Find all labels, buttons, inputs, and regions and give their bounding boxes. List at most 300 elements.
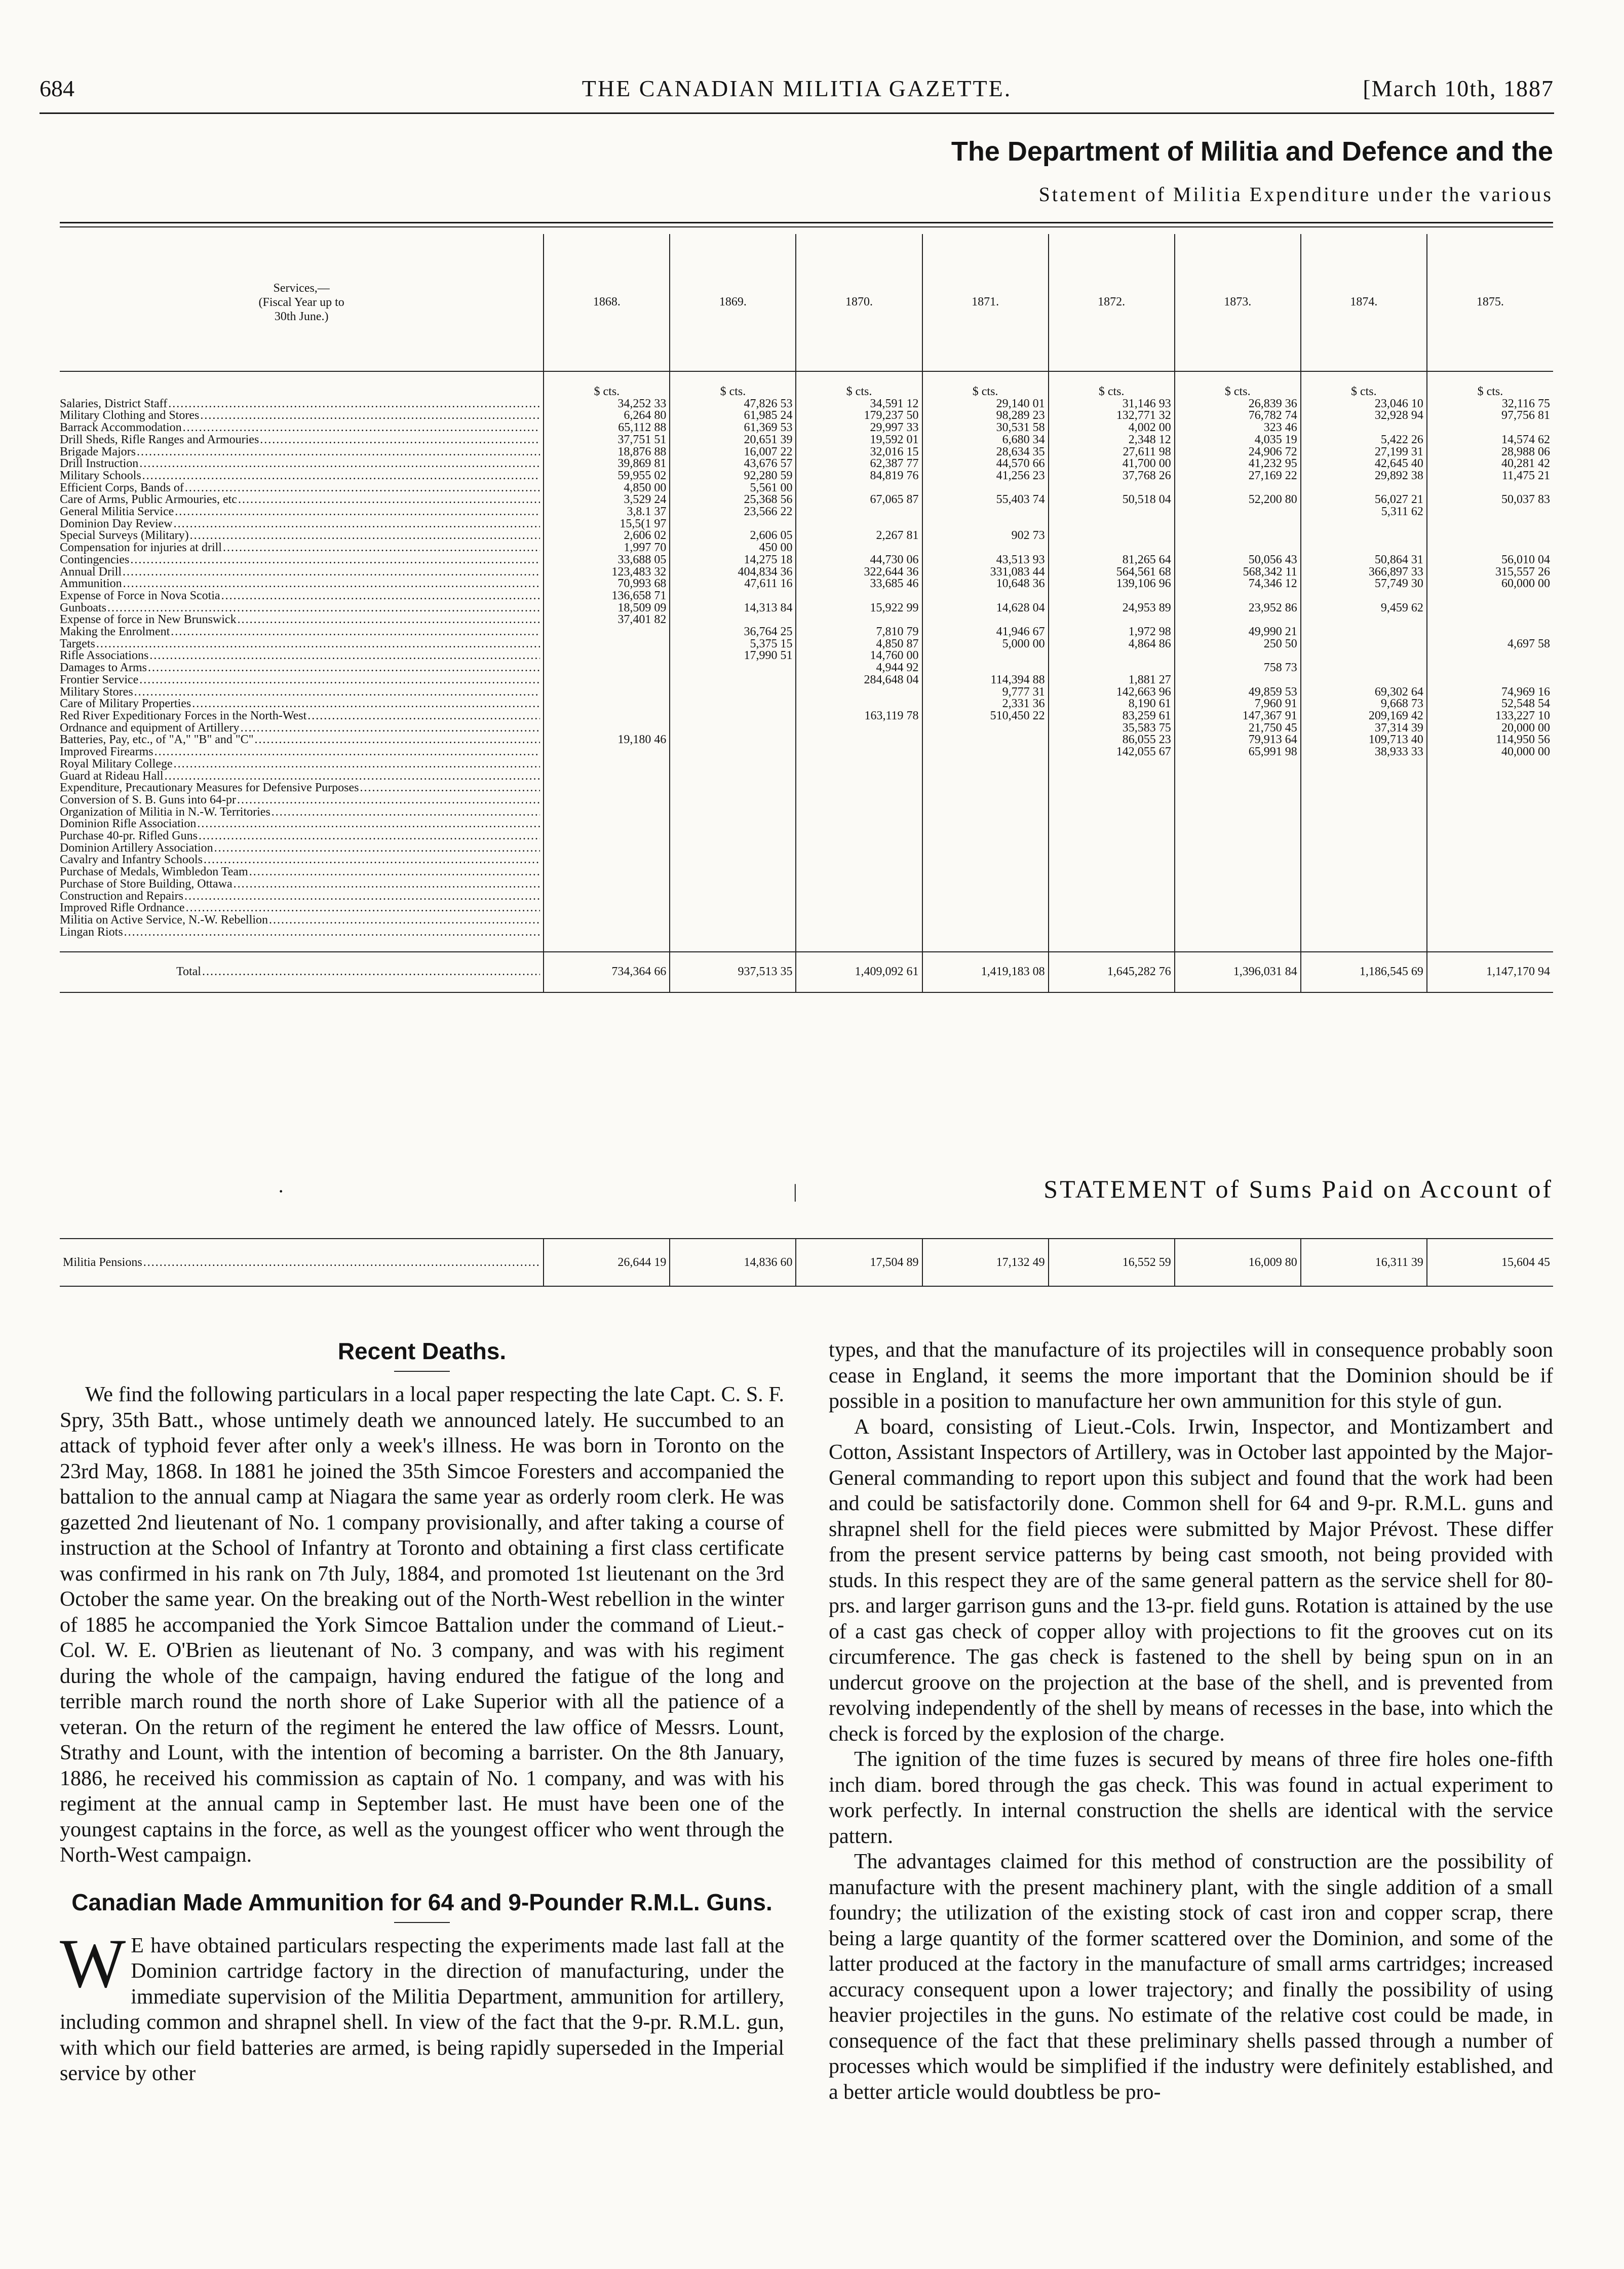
value-cell: 25,368 56 <box>670 494 796 506</box>
value-cell: 65,112 88 <box>544 422 670 434</box>
value-cell <box>796 518 922 530</box>
value-cell <box>670 854 796 866</box>
row-label <box>60 782 544 794</box>
table-row <box>60 542 1553 554</box>
row-label-text: Drill Sheds, Rifle Ranges and Armouries <box>60 434 259 446</box>
value-cell <box>1427 878 1553 891</box>
ammunition-paragraph: A board, consisting of Lieut.-Cols. Irwin, Inspector, and Montizambert and Cotton, Assistant Inspectors of Artillery, was in October last appointed by the Major-General commanding to report upon this subject and found that the work had been and could be satisfactorily done. Common shell for 64 and 9-pr. R.M.L. guns and shrapnel shell for the field pieces were submitted by Major Prévost. These differ from the present service patterns by being cast smooth, not being provided with studs. In this respect they are of the same general pattern as the service shell for 80-prs. and larger garrison guns and the 13-pr. field guns. Rotation is attained by the use of a cast gas check of copper alloy with projections to fit the grooves cut on its circumference. The gas check is fastened to the shell by being spun on in an undercut groove on the projection at the base of the shell, and is prevented from revolving independently of the shell by means of recesses in the base, into which the check is forced by the explosion of the charge. <box>829 1415 1553 1746</box>
table-row <box>60 902 1553 914</box>
table-row <box>60 554 1553 566</box>
value-cell <box>1175 842 1301 855</box>
value-cell <box>544 626 670 638</box>
value-cell: 20,000 00 <box>1427 722 1553 735</box>
value-cell: 1,881 27 <box>1049 674 1175 686</box>
value-cell <box>1301 818 1427 830</box>
value-cell: 24,953 89 <box>1049 602 1175 614</box>
value-cell <box>544 866 670 878</box>
value-cell <box>922 482 1049 494</box>
value-cell: 15,5(1 97 <box>544 518 670 530</box>
column-mark: | <box>793 1181 797 1202</box>
ammunition-lead: W E have obtained particulars respecting the experiments made last fall at the Dominion cartridge factory in the direction of manufacturing, under the immediate supervision of the Militia Department, ammunition for artillery, including common and shrapnel shell. In view of the fact that the 9-pr. R.M.L. gun, with which our field batteries are armed, is being rapidly superseded in the Imperial service by other <box>60 1924 784 2085</box>
value-cell: 42,645 40 <box>1301 458 1427 470</box>
value-cell <box>1049 771 1175 783</box>
value-cell: 35,583 75 <box>1049 722 1175 735</box>
total-value: 937,513 35 <box>670 952 796 992</box>
value-cell: 3,529 24 <box>544 494 670 506</box>
table-row <box>60 698 1553 710</box>
table-row <box>60 446 1553 458</box>
value-cell: 14,574 62 <box>1427 434 1553 446</box>
value-cell <box>1427 782 1553 794</box>
value-cell <box>796 771 922 783</box>
value-cell <box>922 902 1049 914</box>
value-cell <box>1301 590 1427 602</box>
value-cell <box>670 758 796 771</box>
year-header: 1872. <box>1049 234 1175 371</box>
value-cell: 97,756 81 <box>1427 410 1553 422</box>
value-cell: 4,697 58 <box>1427 638 1553 650</box>
value-cell: 33,685 46 <box>796 578 922 590</box>
value-cell <box>922 818 1049 830</box>
value-cell <box>670 771 796 783</box>
value-cell: 67,065 87 <box>796 494 922 506</box>
row-label-text: Salaries, District Staff <box>60 398 168 410</box>
year-header: 1873. <box>1175 234 1301 371</box>
value-cell <box>1427 771 1553 783</box>
value-cell: 142,055 67 <box>1049 746 1175 758</box>
table-row <box>60 626 1553 638</box>
value-cell <box>1427 830 1553 842</box>
value-cell: 52,200 80 <box>1175 494 1301 506</box>
table-row <box>60 710 1553 722</box>
value-cell <box>1175 878 1301 891</box>
value-cell <box>1427 806 1553 819</box>
value-cell: 32,116 75 <box>1427 398 1553 410</box>
value-cell <box>544 806 670 819</box>
value-cell <box>544 782 670 794</box>
value-cell: 19,592 01 <box>796 434 922 446</box>
value-cell <box>1427 422 1553 434</box>
value-cell <box>1301 771 1427 783</box>
row-label-text: Conversion of S. B. Guns into 64-pr <box>60 794 236 806</box>
value-cell: 8,190 61 <box>1049 698 1175 710</box>
value-cell: 11,475 21 <box>1427 470 1553 482</box>
value-cell <box>796 782 922 794</box>
value-cell <box>1175 806 1301 819</box>
row-label-text: Dominion Artillery Association <box>60 842 213 855</box>
row-label-text: Batteries, Pay, etc., of "A," "B" and "C" <box>60 734 254 747</box>
value-cell: 758 73 <box>1175 662 1301 674</box>
row-label-text: Military Stores <box>60 686 133 699</box>
value-cell <box>1427 602 1553 614</box>
value-cell <box>1049 891 1175 903</box>
recent-deaths-heading: Recent Deaths. <box>337 1338 507 1364</box>
row-label-text: Efficient Corps, Bands of <box>60 482 184 494</box>
table-row <box>60 746 1553 758</box>
value-cell <box>922 758 1049 771</box>
recent-deaths-text: We find the following particulars in a local paper respecting the late Capt. C. S. F. Spry, 35th Batt., whose untimely death we announced lately. He succumbed to an attack of typhoid fever after only a week's illness. He was born in Toronto on the 23rd May, 1868. In 1881 he joined the 35th Simcoe Foresters and accompanied the battalion to the annual camp at Niagara the same year as orderly room clerk. He was gazetted 2nd lieutenant of No. 1 company provisionally, and after taking a course of instruction at the School of Infantry at Toronto and obtaining a first class certificate was confirmed in his rank on 7th July, 1884, and promoted 1st lieutenant on the 3rd October the same year. On the breaking out of the North-West rebellion in the winter of 1885 he accompanied the York Simcoe Battalion under the command of Lieut.-Col. W. E. O'Brien as lieutenant of No. 3 company, and was with his regiment during the whole of the campaign, having endured the fatigue of the long and terrible march round the north shore of Lake Superior with all the patience of a veteran. On the return of the regiment he entered the law office of Messrs. Lount, Strathy and Lount, with the intention of becoming a barrister. On the 8th January, 1886, he received his commission as captain of No. 1 company, and was with his regiment at the annual camp in September last. He must have been one of the youngest captains in the force, as well as the youngest officer who went through the North-West campaign. <box>60 1383 784 1867</box>
value-cell <box>796 698 922 710</box>
row-label <box>60 506 544 518</box>
value-cell <box>670 902 796 914</box>
table-row <box>60 518 1553 530</box>
row-label-text: Military Clothing and Stores <box>60 410 200 422</box>
spacer-cell <box>670 938 796 952</box>
value-cell: 136,658 71 <box>544 590 670 602</box>
value-cell: 147,367 91 <box>1175 710 1301 722</box>
value-cell: 65,991 98 <box>1175 746 1301 758</box>
table-row <box>60 602 1553 614</box>
spacer-cell <box>1175 938 1301 952</box>
row-label-text: Targets <box>60 638 95 650</box>
value-cell <box>544 674 670 686</box>
row-label-text: Purchase of Store Building, Ottawa <box>60 878 233 891</box>
value-cell <box>1427 662 1553 674</box>
value-cell <box>1175 614 1301 626</box>
value-cell <box>1301 866 1427 878</box>
row-label-text: Dominion Rifle Association <box>60 818 197 831</box>
pension-value: 15,604 45 <box>1427 1239 1553 1286</box>
row-label-text: Military Schools <box>60 470 141 482</box>
value-cell: 84,819 76 <box>796 470 922 482</box>
row-label-text: Royal Military College <box>60 758 173 771</box>
value-cell <box>1049 854 1175 866</box>
value-cell <box>1427 530 1553 542</box>
row-label <box>60 902 544 914</box>
value-cell <box>1427 902 1553 914</box>
units-label: $ cts. <box>1301 371 1427 398</box>
table-row <box>60 422 1553 434</box>
table-row <box>60 470 1553 482</box>
heading-rule <box>394 1371 450 1372</box>
value-cell: 74,346 12 <box>1175 578 1301 590</box>
value-cell <box>922 590 1049 602</box>
value-cell: 61,985 24 <box>670 410 796 422</box>
page-number: 684 <box>40 75 74 101</box>
row-label <box>60 794 544 806</box>
expenditure-table <box>60 234 1553 993</box>
value-cell: 21,750 45 <box>1175 722 1301 735</box>
value-cell <box>1175 782 1301 794</box>
table-row <box>60 506 1553 518</box>
year-header: 1875. <box>1427 234 1553 371</box>
pension-value: 17,504 89 <box>796 1239 922 1286</box>
value-cell <box>1427 614 1553 626</box>
value-cell <box>922 650 1049 662</box>
row-label-text: Care of Arms, Public Armouries, etc <box>60 494 237 507</box>
value-cell: 3,8.1 37 <box>544 506 670 518</box>
total-value: 1,645,282 76 <box>1049 952 1175 992</box>
value-cell <box>1427 674 1553 686</box>
value-cell: 74,969 16 <box>1427 686 1553 699</box>
row-label-text: Lingan Riots <box>60 926 123 939</box>
value-cell <box>796 686 922 699</box>
value-cell: 4,002 00 <box>1049 422 1175 434</box>
row-label-text: Improved Rifle Ordnance <box>60 902 185 914</box>
value-cell: 10,648 36 <box>922 578 1049 590</box>
row-label <box>60 482 544 494</box>
row-label <box>60 530 544 542</box>
value-cell: 56,010 04 <box>1427 554 1553 566</box>
row-label <box>60 458 544 470</box>
table-row <box>60 482 1553 494</box>
value-cell: 114,394 88 <box>922 674 1049 686</box>
row-label <box>60 446 544 458</box>
value-cell: 69,302 64 <box>1301 686 1427 699</box>
total-value: 1,186,545 69 <box>1301 952 1427 992</box>
value-cell <box>544 878 670 891</box>
value-cell <box>922 866 1049 878</box>
row-label-text: General Militia Service <box>60 506 174 518</box>
value-cell <box>670 818 796 830</box>
value-cell: 20,651 39 <box>670 434 796 446</box>
row-label-text: Expenditure, Precautionary Measures for Defensive Purposes <box>60 782 359 794</box>
table-row <box>60 758 1553 771</box>
value-cell: 23,952 86 <box>1175 602 1301 614</box>
value-cell <box>796 722 922 735</box>
value-cell: 41,256 23 <box>922 470 1049 482</box>
value-cell: 44,730 06 <box>796 554 922 566</box>
value-cell <box>796 830 922 842</box>
table-row <box>60 674 1553 686</box>
value-cell <box>1049 927 1175 939</box>
value-cell: 29,892 38 <box>1301 470 1427 482</box>
value-cell <box>1427 854 1553 866</box>
value-cell <box>796 734 922 746</box>
value-cell: 114,950 56 <box>1427 734 1553 746</box>
table-row <box>60 458 1553 470</box>
row-label <box>60 698 544 710</box>
value-cell <box>922 842 1049 855</box>
value-cell <box>1301 927 1427 939</box>
spacer-cell <box>1427 938 1553 952</box>
value-cell: 56,027 21 <box>1301 494 1427 506</box>
value-cell <box>544 794 670 806</box>
table-row <box>60 410 1553 422</box>
spacer-cell <box>1301 938 1427 952</box>
value-cell <box>1301 674 1427 686</box>
value-cell <box>1427 818 1553 830</box>
value-cell <box>1049 650 1175 662</box>
value-cell <box>1301 806 1427 819</box>
row-label-text: Rifle Associations <box>60 650 149 663</box>
value-cell <box>796 542 922 554</box>
value-cell: 38,933 33 <box>1301 746 1427 758</box>
value-cell: 323 46 <box>1175 422 1301 434</box>
row-label-text: Purchase of Medals, Wimbledon Team <box>60 866 248 878</box>
value-cell: 28,988 06 <box>1427 446 1553 458</box>
value-cell: 29,997 33 <box>796 422 922 434</box>
value-cell: 9,459 62 <box>1301 602 1427 614</box>
value-cell <box>544 891 670 903</box>
value-cell: 5,375 15 <box>670 638 796 650</box>
value-cell <box>796 854 922 866</box>
value-cell <box>1049 830 1175 842</box>
row-label <box>60 746 544 758</box>
row-label-text: Improved Firearms <box>60 746 153 758</box>
value-cell <box>670 662 796 674</box>
table-row <box>60 578 1553 590</box>
row-label-text: Brigade Majors <box>60 446 136 458</box>
value-cell: 41,946 67 <box>922 626 1049 638</box>
row-label <box>60 470 544 482</box>
left-column <box>60 1337 784 2087</box>
table-row <box>60 722 1553 735</box>
value-cell: 5,422 26 <box>1301 434 1427 446</box>
value-cell <box>1175 830 1301 842</box>
units-label: $ cts. <box>1175 371 1301 398</box>
value-cell <box>922 806 1049 819</box>
row-label-text: Militia on Active Service, N.-W. Rebellion <box>60 914 268 927</box>
row-label <box>60 854 544 866</box>
right-column <box>829 1337 1553 2105</box>
value-cell: 5,561 00 <box>670 482 796 494</box>
value-cell: 5,000 00 <box>922 638 1049 650</box>
value-cell <box>1049 518 1175 530</box>
value-cell: 70,993 68 <box>544 578 670 590</box>
value-cell <box>1049 794 1175 806</box>
row-label-text: Cavalry and Infantry Schools <box>60 854 203 867</box>
table-row <box>60 914 1553 927</box>
value-cell <box>796 891 922 903</box>
table-row <box>60 566 1553 579</box>
value-cell: 4,035 19 <box>1175 434 1301 446</box>
value-cell <box>922 746 1049 758</box>
value-cell <box>1427 794 1553 806</box>
value-cell <box>1175 891 1301 903</box>
value-cell: 52,548 54 <box>1427 698 1553 710</box>
table-row <box>60 662 1553 674</box>
units-label: $ cts. <box>1427 371 1553 398</box>
row-label <box>60 410 544 422</box>
value-cell <box>1049 878 1175 891</box>
value-cell <box>1301 422 1427 434</box>
value-cell: 331,083 44 <box>922 566 1049 579</box>
value-cell: 49,990 21 <box>1175 626 1301 638</box>
row-label-text: Expense of Force in Nova Scotia <box>60 590 220 602</box>
value-cell: 32,928 94 <box>1301 410 1427 422</box>
value-cell: 4,864 86 <box>1049 638 1175 650</box>
value-cell <box>544 638 670 650</box>
ammunition-paragraph: The ignition of the time fuzes is secured by means of three fire holes one-fifth inch diam. bored through the gas check. This was found in actual experiment to work perfectly. In internal construction the shells are identical with the service pattern. <box>829 1748 1553 1848</box>
value-cell: 23,046 10 <box>1301 398 1427 410</box>
table-row <box>60 434 1553 446</box>
value-cell <box>1301 614 1427 626</box>
value-cell: 41,700 00 <box>1049 458 1175 470</box>
value-cell: 27,199 31 <box>1301 446 1427 458</box>
value-cell <box>796 902 922 914</box>
value-cell <box>1175 518 1301 530</box>
spacer-cell <box>544 938 670 952</box>
value-cell: 83,259 61 <box>1049 710 1175 722</box>
value-cell <box>1301 662 1427 674</box>
value-cell <box>796 914 922 927</box>
value-cell <box>1301 914 1427 927</box>
value-cell <box>796 878 922 891</box>
value-cell <box>544 914 670 927</box>
row-label <box>60 771 544 783</box>
value-cell <box>670 518 796 530</box>
value-cell <box>544 662 670 674</box>
value-cell: 50,518 04 <box>1049 494 1175 506</box>
units-label: $ cts. <box>922 371 1049 398</box>
value-cell <box>1175 771 1301 783</box>
total-label-text: Total <box>176 965 201 979</box>
value-cell <box>1427 482 1553 494</box>
row-label <box>60 422 544 434</box>
value-cell: 15,922 99 <box>796 602 922 614</box>
table-row <box>60 734 1553 746</box>
value-cell: 30,531 58 <box>922 422 1049 434</box>
value-cell <box>1301 530 1427 542</box>
value-cell: 92,280 59 <box>670 470 796 482</box>
value-cell <box>544 758 670 771</box>
value-cell: 2,331 36 <box>922 698 1049 710</box>
value-cell <box>922 891 1049 903</box>
value-cell <box>1301 902 1427 914</box>
ammunition-heading: Canadian Made Ammunition for 64 and 9-Pounder R.M.L. Guns. <box>71 1889 772 1915</box>
value-cell: 49,859 53 <box>1175 686 1301 699</box>
table-row <box>60 686 1553 699</box>
value-cell <box>544 722 670 735</box>
value-cell <box>1427 927 1553 939</box>
value-cell: 139,106 96 <box>1049 578 1175 590</box>
row-label-text: Making the Enrolment <box>60 626 170 638</box>
row-label <box>60 578 544 590</box>
value-cell: 18,876 88 <box>544 446 670 458</box>
row-label <box>60 554 544 566</box>
value-cell <box>670 806 796 819</box>
value-cell <box>1427 626 1553 638</box>
value-cell <box>1301 650 1427 662</box>
value-cell <box>1049 806 1175 819</box>
value-cell <box>1301 830 1427 842</box>
value-cell: 902 73 <box>922 530 1049 542</box>
value-cell <box>1427 866 1553 878</box>
total-value: 1,147,170 94 <box>1427 952 1553 992</box>
value-cell <box>544 854 670 866</box>
value-cell: 284,648 04 <box>796 674 922 686</box>
value-cell: 47,611 16 <box>670 578 796 590</box>
row-label-text: Annual Drill <box>60 566 122 579</box>
row-label-text: Contingencies <box>60 554 130 566</box>
spacer-cell <box>60 938 544 952</box>
newspaper-title: THE CANADIAN MILITIA GAZETTE. <box>582 75 1012 101</box>
value-cell <box>922 878 1049 891</box>
value-cell <box>1049 914 1175 927</box>
value-cell <box>1049 662 1175 674</box>
row-label <box>60 602 544 614</box>
value-cell <box>670 782 796 794</box>
table-row <box>60 878 1553 891</box>
value-cell: 44,570 66 <box>922 458 1049 470</box>
row-label <box>60 638 544 650</box>
row-label-text: Damages to Arms <box>60 662 147 674</box>
value-cell: 14,628 04 <box>922 602 1049 614</box>
value-cell <box>1301 794 1427 806</box>
value-cell <box>796 806 922 819</box>
table-top-rule-thin <box>60 226 1553 227</box>
value-cell <box>544 927 670 939</box>
header-rule <box>40 112 1554 114</box>
table-row <box>60 530 1553 542</box>
value-cell: 564,561 68 <box>1049 566 1175 579</box>
value-cell: 1,972 98 <box>1049 626 1175 638</box>
value-cell <box>1427 758 1553 771</box>
value-cell: 98,289 23 <box>922 410 1049 422</box>
row-label <box>60 878 544 891</box>
table-subtitle: Statement of Militia Expenditure under the various <box>1038 183 1553 206</box>
